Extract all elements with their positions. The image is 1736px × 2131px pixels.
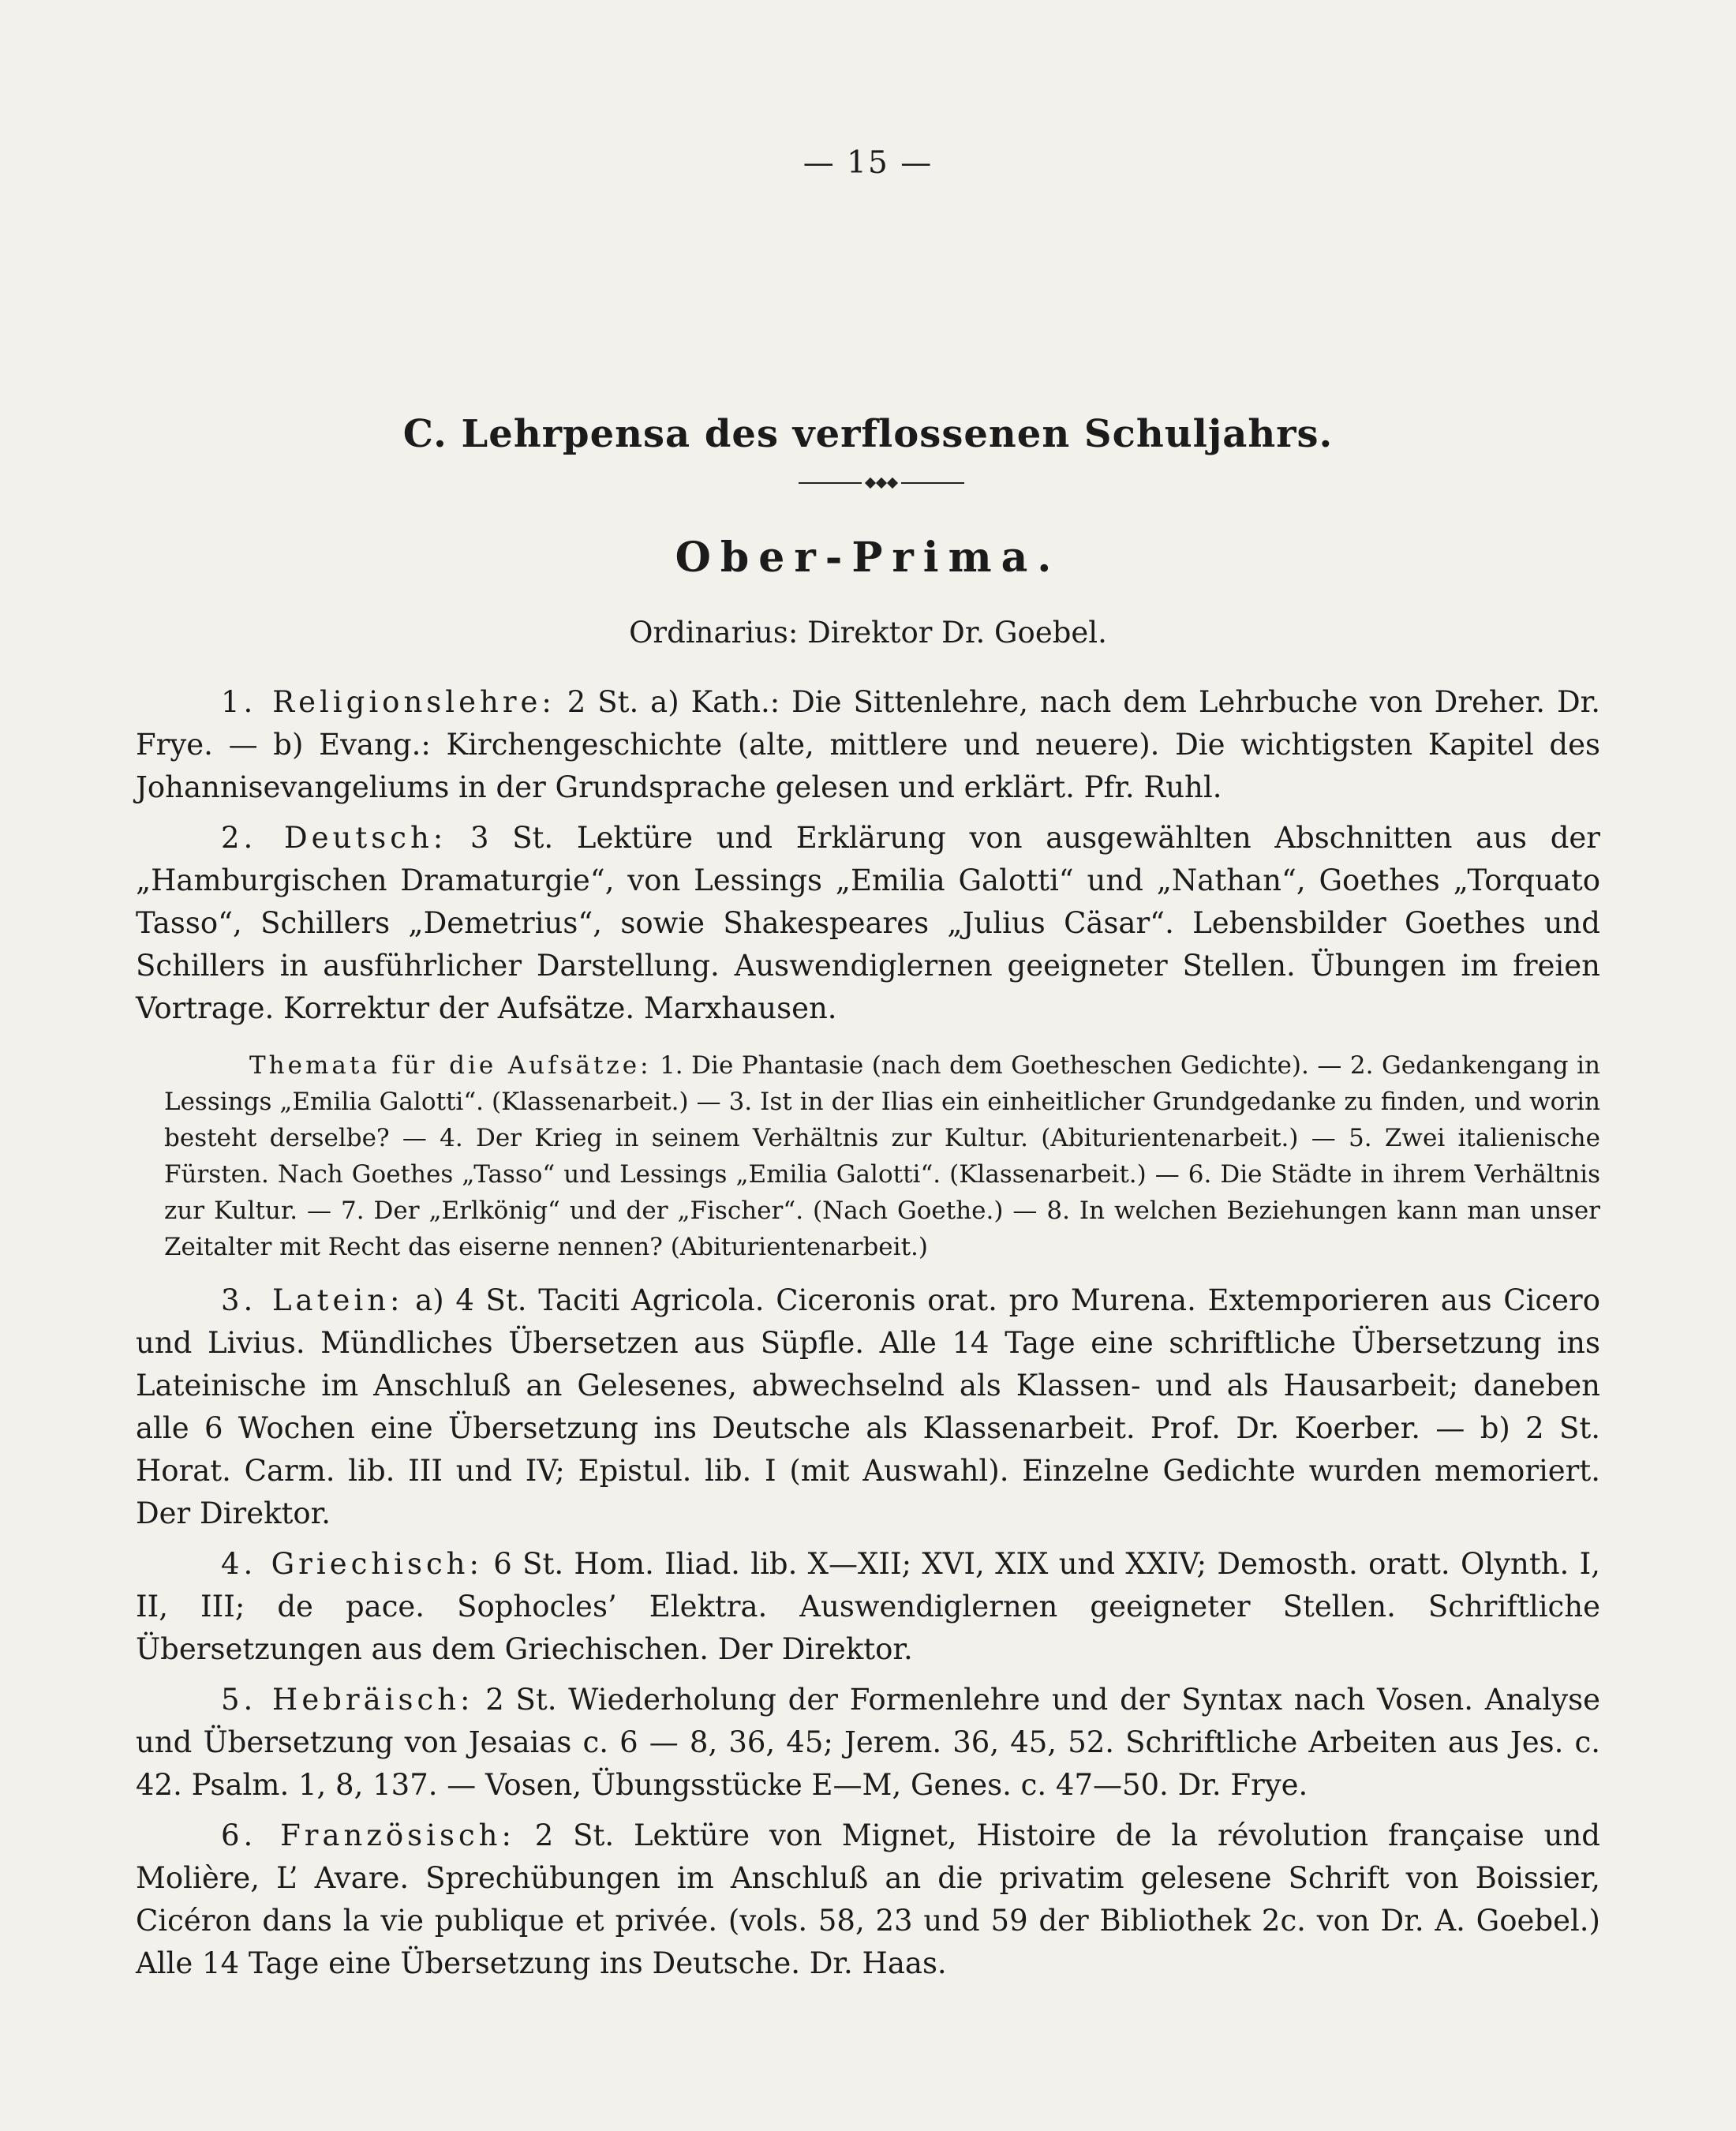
subject-latein	[136, 1279, 1600, 1535]
subject-text: 3 St. Lektüre und Erklärung von ausgewählten Abschnitten aus der „Hamburgischen Dramaturgie“, von Lessings „Emilia Galotti“ und „Nathan“, Goethes „Torquato Tasso“, Schillers „Demetrius“, sowie Shakespeares „Julius Cäsar“. Lebensbilder Goethes und Schillers in ausführlicher Darstellung. Auswendiglernen geeigneter Stellen. Übungen im freien Vortrage. Korrektur der Aufsätze. Marxhausen.	[136, 821, 1600, 1025]
section-letter: C.	[402, 412, 447, 456]
subject-franzoesisch	[136, 1815, 1600, 1985]
ornament-diamond	[887, 478, 898, 489]
subject-label: 4. Griechisch:	[221, 1547, 483, 1581]
subject-text: 2 St. Wiederholung der Formenlehre und der Syntax nach Vosen. Analyse und Übersetzung von Jesaias c. 6 — 8, 36, 45; Jerem. 36, 45, 52. Schriftliche Arbeiten aus Jes. c. 42. Psalm. 1, 8, 137. — Vosen, Übungsstücke E—M, Genes. c. 47—50. Dr. Frye.	[136, 1683, 1601, 1802]
ornament-diamond	[876, 478, 887, 489]
subject-deutsch	[136, 817, 1600, 1030]
section-title: Lehrpensa des verflossenen Schuljahrs.	[461, 412, 1334, 456]
subject-religion	[136, 681, 1600, 809]
subject-text: 2 St. Lektüre von Mignet, Histoire de la révolution française und Molière, L’ Avare. Sprechübungen im Anschluß an die privatim gelesene Schrift von Boissier, Cicéron dans la vie publique et privée. (vols. 58, 23 und 59 der Bibliothek 2c. von Dr. A. Goebel.) Alle 14 Tage eine Übersetzung ins Deutsche. Dr. Haas.	[136, 1818, 1600, 1980]
themes-label: Themata für die Aufsätze:	[249, 1051, 652, 1080]
subject-text: 6 St. Hom. Iliad. lib. X—XII; XVI, XIX und XXIV; Demosth. oratt. Olynth. I, II, III; de pace. Sophocles’ Elektra. Auswendiglernen geeigneter Stellen. Schriftliche Übersetzungen aus dem Griechischen. Der Direktor.	[136, 1547, 1600, 1666]
themes-text: 1. Die Phantasie (nach dem Goetheschen Gedichte). — 2. Gedankengang in Lessings „Emilia Galotti“. (Klassenarbeit.) — 3. Ist in der Ilias ein einheitlicher Grundgedanke zu finden, und worin besteht derselbe? — 4. Der Krieg in seinem Verhältnis zur Kultur. (Abiturientenarbeit.) — 5. Zwei italienische Fürsten. Nach Goethes „Tasso“ und Lessings „Emilia Galotti“. (Klassenarbeit.) — 6. Die Städte in ihrem Verhältnis zur Kultur. — 7. Der „Erlkönig“ und der „Fischer“. (Nach Goethe.) — 8. In welchen Beziehungen kann man unser Zeitalter mit Recht das eiserne nennen? (Abiturientenarbeit.)	[164, 1051, 1600, 1261]
subject-text: a) 4 St. Taciti Agricola. Ciceronis orat. pro Murena. Extemporieren aus Cicero und Livius. Mündliches Übersetzen aus Süpfle. Alle 14 Tage eine schriftliche Übersetzung ins Lateinische im Anschluß an Gelesenes, abwechselnd als Klassen- und als Hausarbeit; daneben alle 6 Wochen eine Übersetzung ins Deutsche als Klassenarbeit. Prof. Dr. Koerber. — b) 2 St. Horat. Carm. lib. III und IV; Epistul. lib. I (mit Auswahl). Einzelne Gedichte wurden memoriert. Der Direktor.	[136, 1283, 1600, 1530]
section-heading	[0, 412, 1736, 456]
subject-label: 2. Deutsch:	[221, 821, 447, 855]
class-heading: Ober-Prima.	[675, 534, 1061, 582]
ornament-diamond	[865, 478, 876, 489]
body-text	[136, 681, 1600, 1993]
subject-label: 1. Religionslehre:	[221, 685, 556, 719]
subject-label: 5. Hebräisch:	[221, 1683, 474, 1717]
ornament-line-right	[901, 482, 964, 484]
page-number: — 15 —	[803, 145, 933, 181]
ornament-line-left	[799, 482, 862, 484]
subject-text: 2 St. a) Kath.: Die Sittenlehre, nach dem Lehrbuche von Dreher. Dr. Frye. — b) Evang.: Kirchengeschichte (alte, mittlere und neuere). Die wichtigsten Kapitel des Johannisevangeliums in der Grundsprache gelesen und erklärt. Pfr. Ruhl.	[136, 685, 1600, 804]
ordinarius-line: Ordinarius: Direktor Dr. Goebel.	[629, 616, 1107, 650]
subject-label: 6. Französisch:	[221, 1818, 515, 1852]
subject-hebraeisch	[136, 1679, 1600, 1807]
subject-griechisch	[136, 1543, 1600, 1671]
ornament-divider	[799, 478, 964, 488]
essay-themes	[164, 1047, 1600, 1265]
subject-label: 3. Latein:	[221, 1283, 404, 1317]
